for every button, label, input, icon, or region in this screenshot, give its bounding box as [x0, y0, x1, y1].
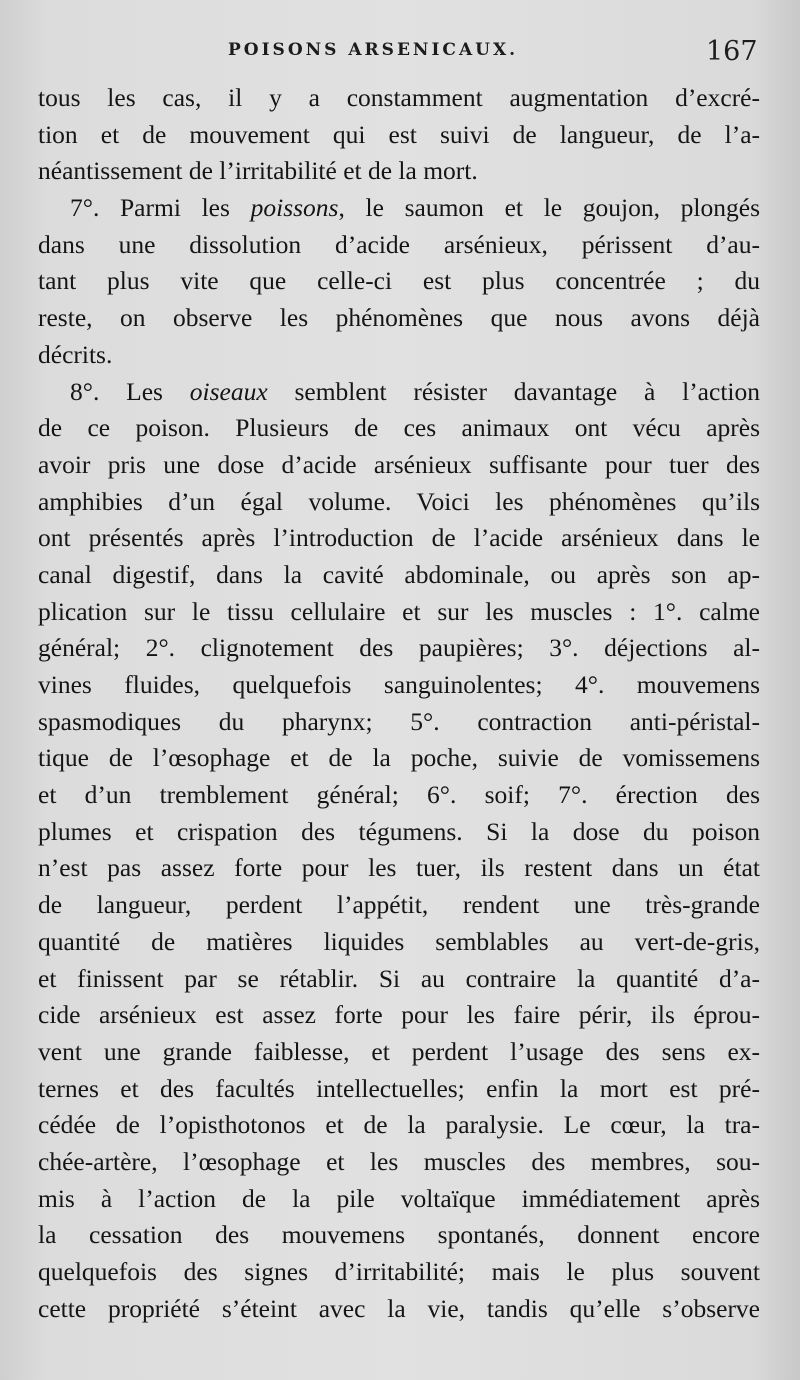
- running-title: POISONS ARSENICAUX.: [228, 40, 519, 60]
- text-line: [38, 740, 760, 777]
- text-line-segment: mis à l’action de la pile voltaïque immédiatement après: [38, 1183, 760, 1213]
- text-line-segment: et d’un tremblement général; 6°. soif; 7°. érection des: [38, 780, 760, 810]
- text-line: [38, 1071, 760, 1108]
- text-line-segment: canal digestif, dans la cavité abdominale, ou après son ap-: [38, 559, 760, 589]
- text-line: [38, 484, 760, 521]
- text-line: [38, 1181, 760, 1218]
- text-line: [38, 1107, 760, 1144]
- text-line: [38, 1144, 760, 1181]
- text-line: [38, 190, 760, 227]
- page-number: 167: [706, 36, 758, 67]
- text-line: [38, 374, 760, 411]
- text-line-segment: ternes et des facultés intellectuelles; enfin la mort est pré-: [38, 1073, 760, 1103]
- text-line: [38, 227, 760, 264]
- text-line: [38, 924, 760, 961]
- text-line: [38, 777, 760, 814]
- text-line-segment: reste, on observe les phénomènes que nous avons déjà: [38, 303, 760, 333]
- text-line-segment: général; 2°. clignotement des paupières; 3°. déjections al-: [38, 633, 760, 663]
- italic-word: poissons: [250, 193, 339, 223]
- text-line: [38, 300, 760, 337]
- text-line-segment: de ce poison. Plusieurs de ces animaux ont vécu après: [38, 413, 760, 443]
- text-line-segment: amphibies d’un égal volume. Voici les phénomènes qu’ils: [38, 486, 760, 516]
- text-line-segment: néantissement de l’irritabilité et de la mort.: [38, 156, 478, 186]
- text-line-segment: , le saumon et le goujon, plongés: [338, 193, 760, 223]
- text-line-segment: plumes et crispation des tégumens. Si la dose du poison: [38, 816, 760, 846]
- text-line-segment: n’est pas assez forte pour les tuer, ils restent dans un état: [38, 853, 760, 883]
- text-line-segment: cédée de l’opisthotonos et de la paralysie. Le cœur, la tra-: [38, 1110, 760, 1140]
- text-line-segment: dans une dissolution d’acide arsénieux, périssent d’au-: [38, 229, 760, 259]
- text-line-segment: tous les cas, il y a constamment augmentation d’excré-: [38, 83, 760, 112]
- text-line-segment: décrits.: [38, 339, 113, 369]
- text-line-segment: et finissent par se rétablir. Si au contraire la quantité d’a-: [38, 963, 760, 993]
- text-line-segment: la cessation des mouvemens spontanés, donnent encore: [38, 1220, 760, 1250]
- text-line: [38, 630, 760, 667]
- text-line: [38, 1217, 760, 1254]
- text-line: [38, 117, 760, 154]
- text-line-segment: cette propriété s’éteint avec la vie, tandis qu’elle s’observe: [38, 1293, 760, 1323]
- text-line-segment: semblent résister davantage à l’action: [267, 376, 760, 406]
- text-line: [38, 1254, 760, 1291]
- text-line: [38, 667, 760, 704]
- text-line: [38, 520, 760, 557]
- text-line-segment: chée-artère, l’œsophage et les muscles des membres, sou-: [38, 1146, 760, 1176]
- body-text: [38, 80, 760, 1327]
- text-line-segment: avoir pris une dose d’acide arsénieux suffisante pour tuer des: [38, 449, 760, 479]
- text-line: [38, 557, 760, 594]
- text-line: [38, 997, 760, 1034]
- text-line-segment: 8°. Les: [70, 376, 190, 406]
- text-line: [38, 1291, 760, 1328]
- text-line: [38, 594, 760, 631]
- text-line: [38, 447, 760, 484]
- text-line-segment: tant plus vite que celle-ci est plus concentrée ; du: [38, 266, 760, 296]
- text-line-segment: ont présentés après l’introduction de l’acide arsénieux dans le: [38, 523, 760, 553]
- text-line-segment: cide arsénieux est assez forte pour les faire périr, ils éprou-: [38, 1000, 760, 1030]
- text-line: [38, 887, 760, 924]
- text-line: [38, 1034, 760, 1071]
- text-line-segment: quantité de matières liquides semblables au vert-de-gris,: [38, 926, 760, 956]
- text-line-segment: vent une grande faiblesse, et perdent l’usage des sens ex-: [38, 1036, 760, 1066]
- text-line-segment: plication sur le tissu cellulaire et sur les muscles : 1°. calme: [38, 596, 760, 626]
- text-line-segment: de langueur, perdent l’appétit, rendent une très-grande: [38, 890, 760, 920]
- text-line-segment: 7°. Parmi les: [70, 193, 251, 223]
- text-line: [38, 704, 760, 741]
- italic-word: oiseaux: [189, 376, 268, 406]
- text-line: [38, 153, 760, 190]
- text-line: [38, 814, 760, 851]
- text-line-segment: quelquefois des signes d’irritabilité; mais le plus souvent: [38, 1257, 760, 1286]
- text-line: [38, 410, 760, 447]
- text-line: [38, 961, 760, 998]
- text-line: [38, 337, 760, 374]
- text-line-segment: tion et de mouvement qui est suivi de langueur, de l’a-: [38, 119, 760, 149]
- text-line-segment: vines fluides, quelquefois sanguinolentes; 4°. mouvemens: [38, 670, 760, 699]
- text-line: [38, 80, 760, 117]
- text-line: [38, 850, 760, 887]
- text-line-segment: tique de l’œsophage et de la poche, suivie de vomissemens: [38, 743, 760, 773]
- text-line-segment: spasmodiques du pharynx; 5°. contraction anti-péristal-: [38, 706, 760, 736]
- text-line: [38, 263, 760, 300]
